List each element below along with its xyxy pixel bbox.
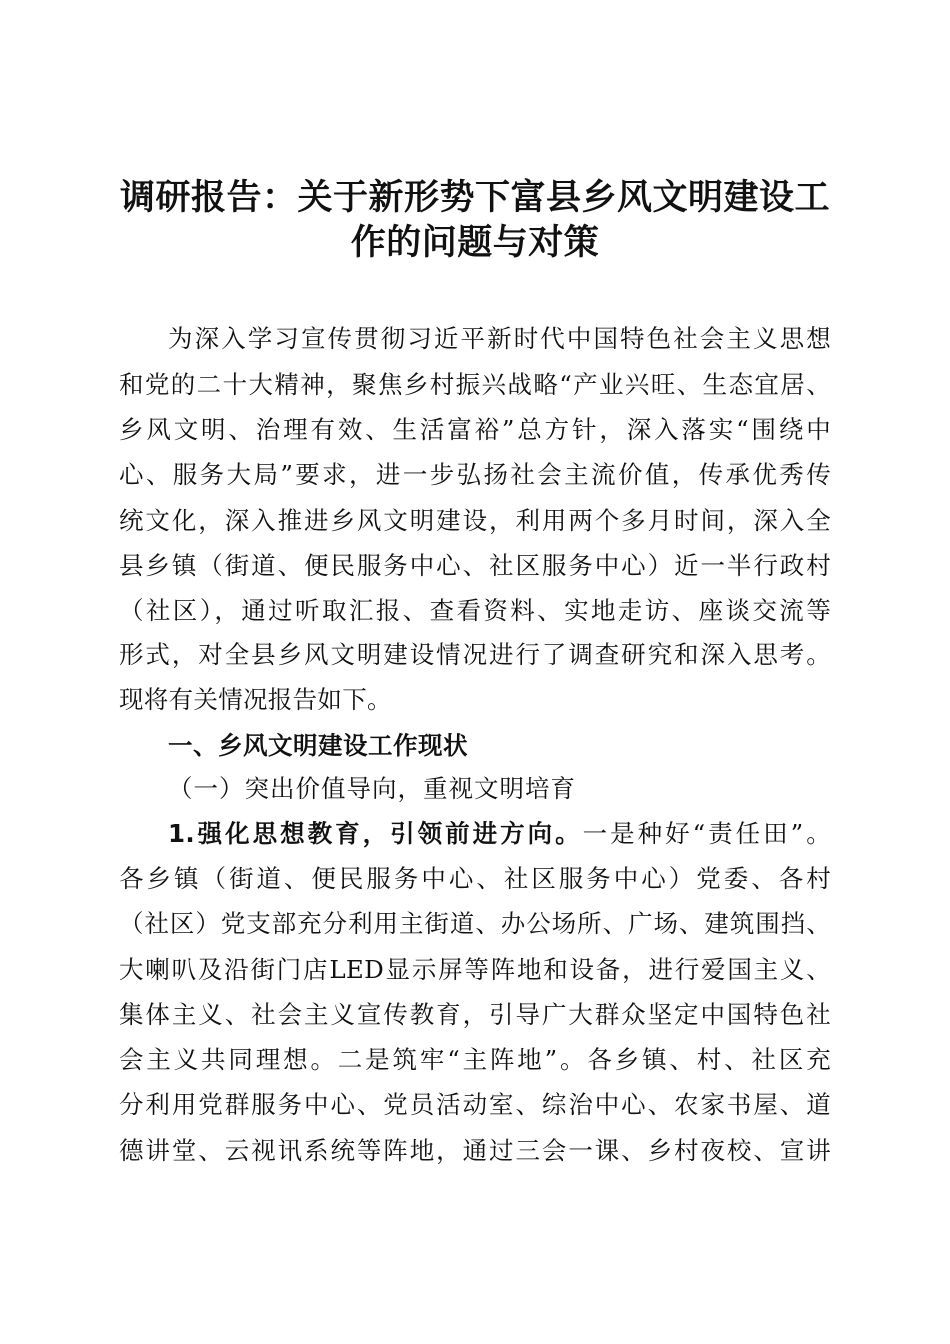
intro-line: 和党的二十大精神，聚焦乡村振兴战略“产业兴旺、生态宜居、	[119, 370, 831, 399]
intro-line: 乡风文明、治理有效、生活富裕”总方针，深入落实“围绕中	[119, 415, 831, 444]
intro-line: （社区），通过听取汇报、查看资料、实地走访、座谈交流等	[119, 596, 831, 625]
subsection-heading: （一）突出价值导向，重视文明培育	[168, 774, 576, 803]
intro-line: 心、服务大局”要求，进一步弘扬社会主流价值，传承优秀传	[119, 460, 831, 489]
point-1-first-line	[168, 819, 831, 849]
point-1-line: 分利用党群服务中心、党员活动室、综治中心、农家书屋、道	[119, 1090, 831, 1119]
point-1-first-line-text: 一是种好“责任田”。	[582, 819, 831, 848]
document-title	[100, 176, 850, 266]
point-1-heading: 1.强化思想教育，引领前进方向。	[168, 819, 583, 848]
intro-line: 现将有关情况报告如下。	[119, 685, 392, 714]
intro-line: 县乡镇（街道、便民服务中心、社区服务中心）近一半行政村	[119, 551, 831, 580]
point-1-line: 各乡镇（街道、便民服务中心、社区服务中心）党委、各村	[119, 864, 831, 893]
title-line-2: 作的问题与对策	[350, 223, 600, 263]
point-1-line: 大喇叭及沿街门店LED显示屏等阵地和设备，进行爱国主义、	[119, 955, 831, 984]
title-line-1: 调研报告：关于新形势下富县乡风文明建设工	[119, 178, 830, 218]
intro-line: 统文化，深入推进乡风文明建设，利用两个多月时间，深入全	[119, 506, 831, 535]
point-1-line: 会主义共同理想。二是筑牢“主阵地”。各乡镇、村、社区充	[119, 1045, 831, 1074]
point-1-line: 德讲堂、云视讯系统等阵地，通过三会一课、乡村夜校、宣讲	[119, 1136, 831, 1165]
section-heading: 一、乡风文明建设工作现状	[168, 731, 468, 760]
intro-line: 为深入学习宣传贯彻习近平新时代中国特色社会主义思想	[168, 324, 831, 353]
point-1-line: 集体主义、社会主义宣传教育，引导广大群众坚定中国特色社	[119, 1000, 831, 1029]
point-1-line: （社区）党支部充分利用主街道、办公场所、广场、建筑围挡、	[119, 909, 831, 938]
intro-line: 形式，对全县乡风文明建设情况进行了调查研究和深入思考。	[119, 640, 831, 669]
